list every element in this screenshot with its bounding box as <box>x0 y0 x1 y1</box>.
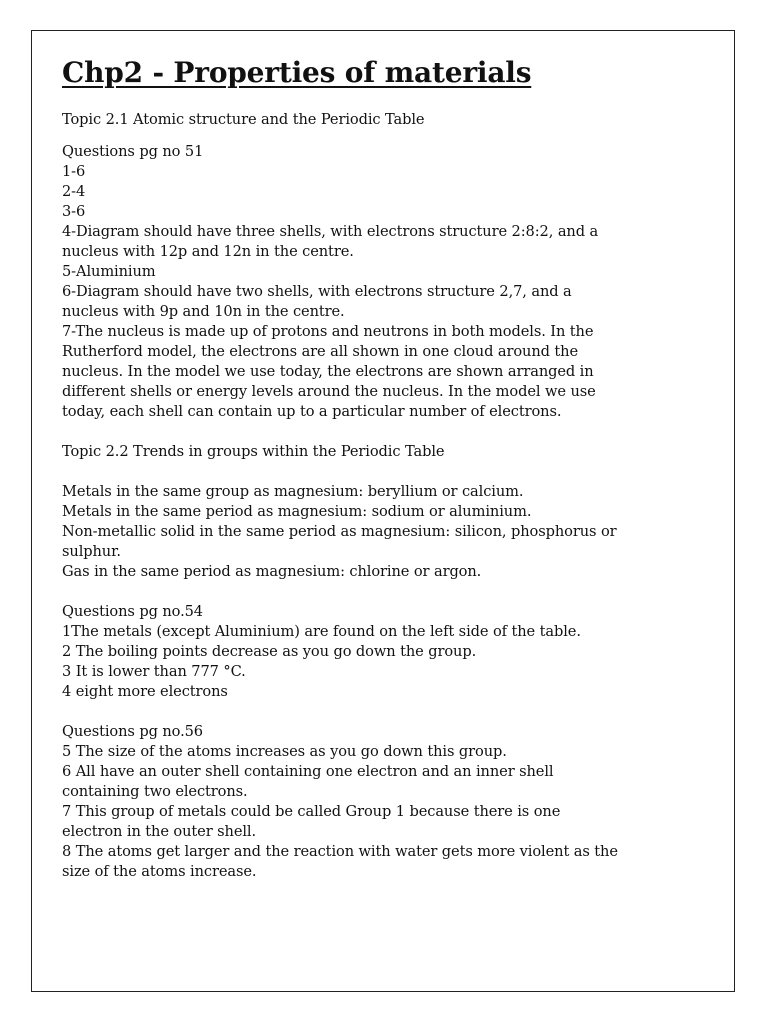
fact-line: Metals in the same group as magnesium: beryllium or calcium. <box>62 482 524 500</box>
answer-line: 8 The atoms get larger and the reaction with water gets more violent as the <box>62 842 618 860</box>
answer-line: 2-4 <box>62 182 86 200</box>
answer-line: today, each shell can contain up to a particular number of electrons. <box>62 402 562 420</box>
section-heading: Questions pg no.54 <box>62 602 203 620</box>
answer-line: 3 It is lower than 777 °C. <box>62 662 246 680</box>
section-heading: Questions pg no 51 <box>62 142 204 160</box>
answer-line: 2 The boiling points decrease as you go down the group. <box>62 642 477 660</box>
answer-line: 6 All have an outer shell containing one electron and an inner shell <box>62 762 554 780</box>
answer-line: 5 The size of the atoms increases as you go down this group. <box>62 742 507 760</box>
answer-line: size of the atoms increase. <box>62 862 257 880</box>
answer-line: Rutherford model, the electrons are all shown in one cloud around the <box>62 342 579 360</box>
fact-line: sulphur. <box>62 542 121 560</box>
fact-line: Non-metallic solid in the same period as magnesium: silicon, phosphorus or <box>62 522 617 540</box>
answer-line: nucleus with 9p and 10n in the centre. <box>62 302 345 320</box>
topic-heading-2-1: Topic 2.1 Atomic structure and the Periodic Table <box>62 110 425 128</box>
answer-line: 7 This group of metals could be called Group 1 because there is one <box>62 802 561 820</box>
section-questions-pg-56 <box>62 722 692 882</box>
answer-line: 4 eight more electrons <box>62 682 228 700</box>
section-heading: Questions pg no.56 <box>62 722 203 740</box>
fact-line: Gas in the same period as magnesium: chlorine or argon. <box>62 562 482 580</box>
answer-line: containing two electrons. <box>62 782 248 800</box>
answer-line: nucleus with 12p and 12n in the centre. <box>62 242 354 260</box>
page-title: Chp2 - Properties of materials <box>62 56 532 89</box>
section-questions-pg-51 <box>62 142 692 422</box>
answer-line: 5-Aluminium <box>62 262 156 280</box>
answer-line: nucleus. In the model we use today, the electrons are shown arranged in <box>62 362 594 380</box>
topic-heading-2-2: Topic 2.2 Trends in groups within the Periodic Table <box>62 442 445 460</box>
section-questions-pg-54 <box>62 602 692 702</box>
answer-line: 7-The nucleus is made up of protons and neutrons in both models. In the <box>62 322 594 340</box>
answer-line: 6-Diagram should have two shells, with electrons structure 2,7, and a <box>62 282 572 300</box>
answer-line: 1-6 <box>62 162 86 180</box>
answer-line: electron in the outer shell. <box>62 822 257 840</box>
answer-line: 3-6 <box>62 202 86 220</box>
answer-line: 1The metals (except Aluminium) are found on the left side of the table. <box>62 622 581 640</box>
answer-line: different shells or energy levels around the nucleus. In the model we use <box>62 382 596 400</box>
section-group-period-facts <box>62 482 692 582</box>
document-body <box>62 56 692 882</box>
answer-line: 4-Diagram should have three shells, with electrons structure 2:8:2, and a <box>62 222 599 240</box>
fact-line: Metals in the same period as magnesium: sodium or aluminium. <box>62 502 532 520</box>
